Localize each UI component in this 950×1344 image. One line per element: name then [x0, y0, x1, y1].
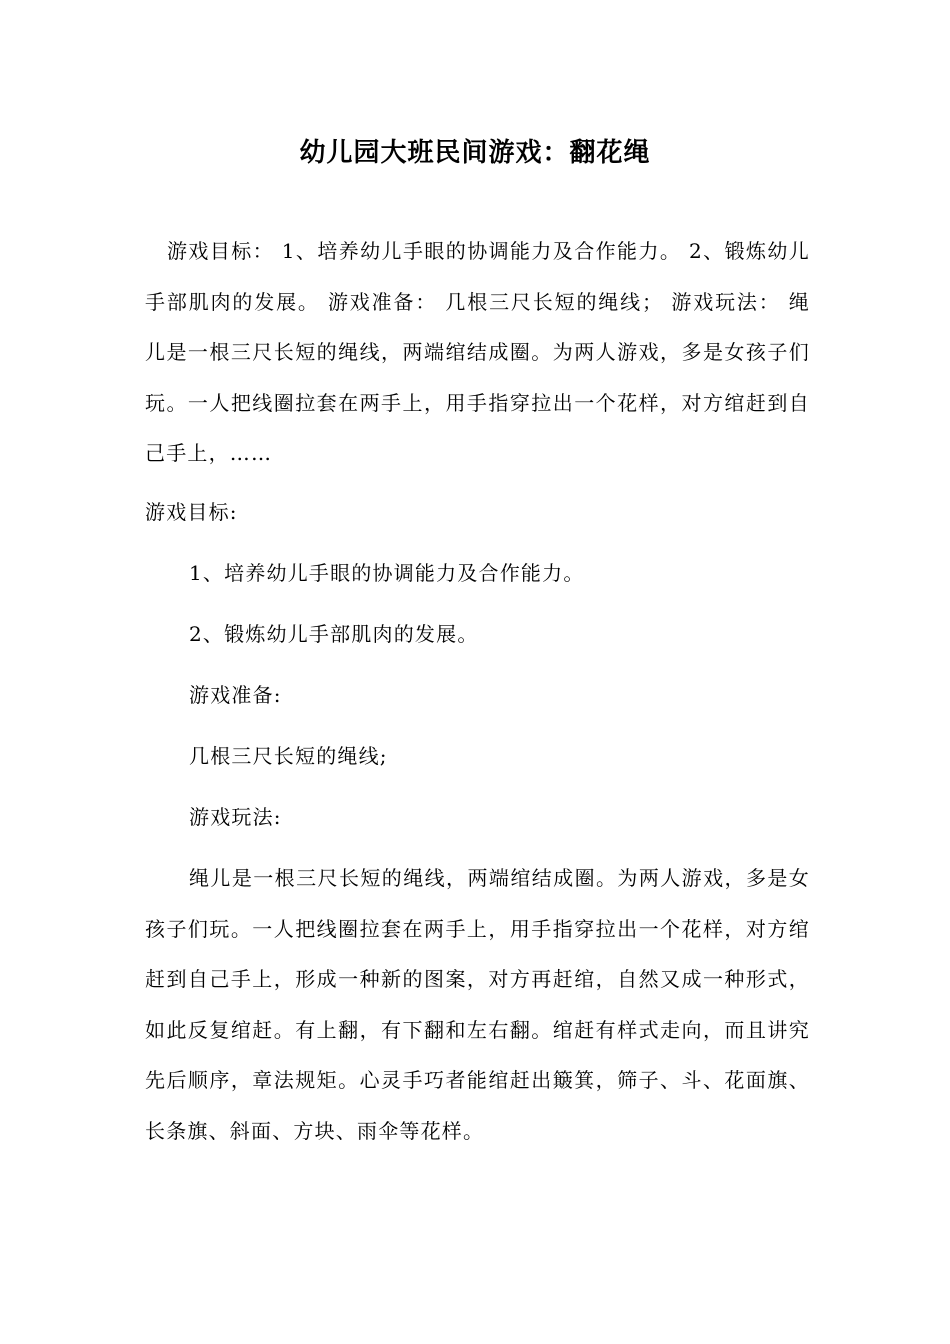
- goal-heading: 游戏目标:: [145, 500, 238, 524]
- prep-heading: 游戏准备:: [189, 683, 282, 707]
- document-title: 幼儿园大班民间游戏：翻花绳: [299, 138, 651, 168]
- goal-item-2: 2、锻炼幼儿手部肌肉的发展。: [189, 622, 479, 646]
- detail-section: [145, 487, 810, 1156]
- prep-text: 几根三尺长短的绳线;: [189, 744, 388, 768]
- goal-item-1: 1、培养幼儿手眼的协调能力及合作能力。: [189, 561, 585, 585]
- summary-paragraph: 游戏目标： 1、培养幼儿手眼的协调能力及合作能力。 2、锻炼幼儿手部肌肉的发展。 游戏准备： 几根三尺长短的绳线； 游戏玩法： 绳儿是一根三尺长短的绳线，两端绾结成圈。为两人游戏，多是女孩子们玩。一人把线圈拉套在两手上，用手指穿拉出一个花样，对方绾赶到自己手上，……: [145, 239, 810, 465]
- play-paragraph: 绳儿是一根三尺长短的绳线，两端绾结成圈。为两人游戏，多是女孩子们玩。一人把线圈拉套在两手上，用手指穿拉出一个花样，对方绾赶到自己手上，形成一种新的图案，对方再赶绾，自然又成一种形式，如此反复绾赶。有上翻，有下翻和左右翻。绾赶有样式走向，而且讲究先后顺序，章法规矩。心灵手巧者能绾赶出簸箕，筛子、斗、花面旗、长条旗、斜面、方块、雨伞等花样。: [145, 866, 810, 1143]
- summary-section: [145, 226, 810, 479]
- play-heading: 游戏玩法:: [189, 805, 282, 829]
